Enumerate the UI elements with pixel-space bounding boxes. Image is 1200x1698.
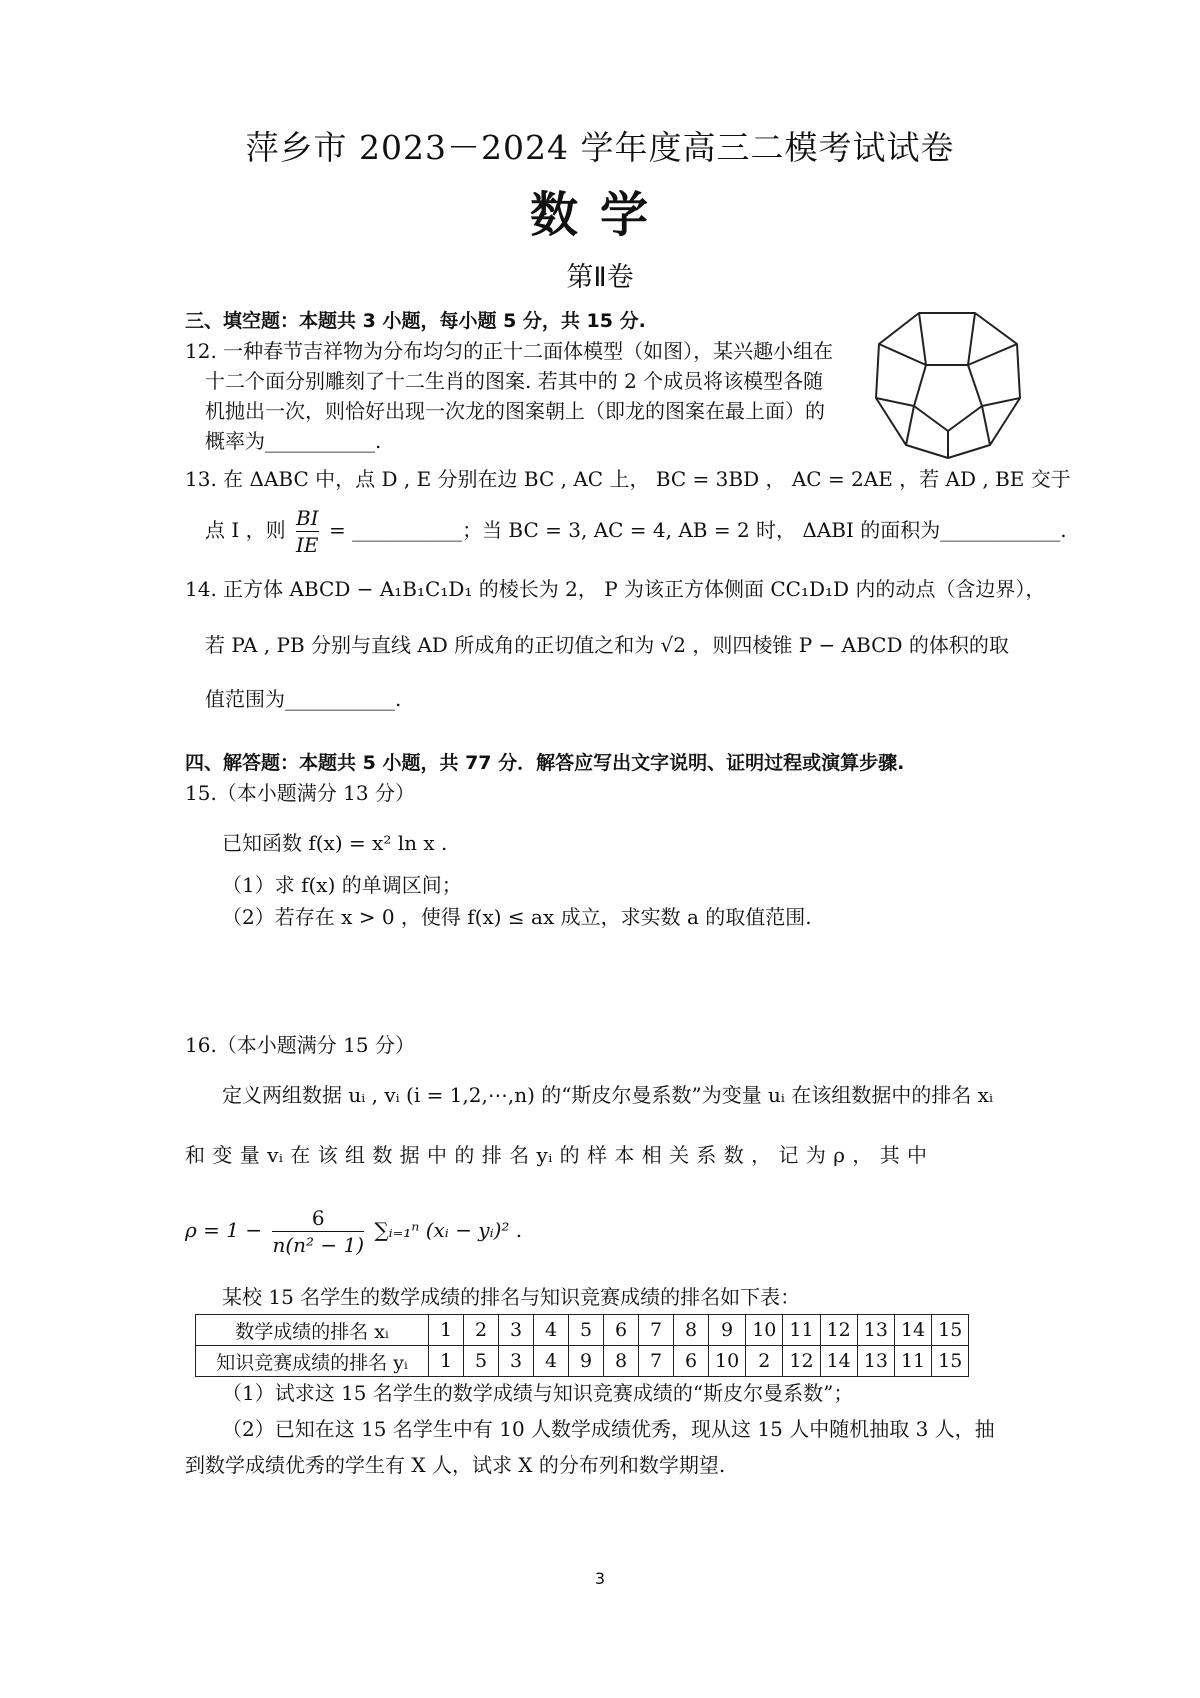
q14-line2: 若 PA , PB 分别与直线 AD 所成角的正切值之和为 √2 ，则四棱锥 P − ABCD 的体积的取	[205, 633, 1009, 657]
table-cell: 1	[429, 1315, 464, 1346]
table-cell: 11	[894, 1346, 931, 1377]
table-cell: 15	[932, 1315, 969, 1346]
q15-label: 15.（本小题满分 13 分）	[185, 781, 415, 805]
q16-table-intro: 某校 15 名学生的数学成绩的排名与知识竞赛成绩的排名如下表：	[222, 1285, 801, 1309]
q13-line1: 13. 在 ΔABC 中，点 D , E 分别在边 BC , AC 上， BC = 3BD ， AC = 2AE ，若 AD , BE 交于	[185, 467, 1071, 491]
q13-line2-post: = ___________；当 BC = 3, AC = 4, AB = 2 时， ΔABI 的面积为____________.	[328, 518, 1067, 542]
formula-rhs: ∑ᵢ₌₁ⁿ (xᵢ − yᵢ)² .	[374, 1218, 523, 1242]
dodecahedron-figure	[872, 308, 1024, 463]
q16-part2-line2: 到数学成绩优秀的学生有 X 人，试求 X 的分布列和数学期望.	[185, 1453, 726, 1477]
section3-heading: 三、填空题：本题共 3 小题，每小题 5 分，共 15 分.	[185, 310, 646, 332]
q14-line3: 值范围为___________.	[205, 687, 402, 711]
row-header-quiz: 知识竞赛成绩的排名 yᵢ	[196, 1346, 429, 1377]
table-cell: 10	[746, 1315, 783, 1346]
fraction-denominator: IE	[296, 533, 319, 557]
table-cell: 9	[709, 1315, 746, 1346]
table-cell: 5	[464, 1346, 499, 1377]
table-cell: 2	[464, 1315, 499, 1346]
table-cell: 15	[932, 1346, 969, 1377]
table-cell: 4	[534, 1315, 569, 1346]
table-cell: 13	[857, 1346, 894, 1377]
q13-fraction	[296, 505, 319, 558]
table-cell: 6	[604, 1315, 639, 1346]
volume-title: 第Ⅱ卷	[566, 262, 634, 293]
table-cell: 14	[894, 1315, 931, 1346]
table-cell: 3	[499, 1315, 534, 1346]
q15-part1: （1）求 f(x) 的单调区间；	[222, 873, 462, 897]
table-cell: 1	[429, 1346, 464, 1377]
fraction-numerator: BI	[295, 506, 319, 530]
q13-line2-pre: 点 I ，则	[205, 518, 286, 542]
table-cell: 12	[783, 1346, 820, 1377]
formula-fraction	[272, 1205, 364, 1258]
page-number: 3	[594, 1569, 606, 1588]
ranking-table	[195, 1314, 969, 1377]
table-cell: 2	[746, 1346, 783, 1377]
table-cell: 8	[604, 1346, 639, 1377]
subject-title: 数学	[529, 187, 670, 243]
q16-def-line2: 和 变 量 vᵢ 在 该 组 数 据 中 的 排 名 yᵢ 的 样 本 相 关 系 数 ， 记 为 ρ ， 其 中	[185, 1143, 928, 1167]
q13-line2	[185, 500, 1067, 560]
table-cell: 8	[674, 1315, 709, 1346]
formula-lhs: ρ = 1 −	[185, 1218, 263, 1242]
q15-given: 已知函数 f(x) = x² ln x .	[222, 831, 448, 855]
table-cell: 13	[857, 1315, 894, 1346]
q12-line: 12. 一种春节吉祥物为分布均匀的正十二面体模型（如图），某兴趣小组在	[185, 339, 834, 363]
q16-formula	[185, 1198, 522, 1262]
table-cell: 9	[569, 1346, 604, 1377]
q15-part2: （2）若存在 x > 0 ，使得 f(x) ≤ ax 成立，求实数 a 的取值范围.	[222, 905, 812, 929]
q12-line: 概率为___________.	[205, 429, 382, 453]
table-cell: 7	[639, 1346, 674, 1377]
table-row-quiz	[196, 1346, 969, 1377]
table-cell: 12	[820, 1315, 857, 1346]
table-cell: 11	[783, 1315, 820, 1346]
table-cell: 4	[534, 1346, 569, 1377]
table-row-math	[196, 1315, 969, 1346]
fraction-numerator: 6	[272, 1205, 364, 1232]
table-cell: 14	[820, 1346, 857, 1377]
row-header-math: 数学成绩的排名 xᵢ	[196, 1315, 429, 1346]
q16-label: 16.（本小题满分 15 分）	[185, 1033, 415, 1057]
table-cell: 7	[639, 1315, 674, 1346]
q16-def-line1: 定义两组数据 uᵢ , vᵢ (i = 1,2,⋯,n) 的“斯皮尔曼系数”为变量 uᵢ 在该组数据中的排名 xᵢ	[222, 1083, 993, 1107]
section4-heading: 四、解答题：本题共 5 小题，共 77 分．解答应写出文字说明、证明过程或演算步骤.	[185, 752, 905, 774]
table-cell: 5	[569, 1315, 604, 1346]
q12-line: 机抛出一次，则恰好出现一次龙的图案朝上（即龙的图案在最上面）的	[205, 399, 825, 423]
q14-line1: 14. 正方体 ABCD − A₁B₁C₁D₁ 的棱长为 2， P 为该正方体侧面 CC₁D₁D 内的动点（含边界），	[185, 577, 1046, 601]
table-cell: 6	[674, 1346, 709, 1377]
q16-part1: （1）试求这 15 名学生的数学成绩与知识竞赛成绩的“斯皮尔曼系数”；	[222, 1381, 854, 1405]
exam-title: 萍乡市 2023－2024 学年度高三二模考试试卷	[245, 128, 955, 167]
table-cell: 3	[499, 1346, 534, 1377]
fraction-denominator: n(n² − 1)	[272, 1233, 365, 1257]
q16-part2-line1: （2）已知在这 15 名学生中有 10 人数学成绩优秀，现从这 15 人中随机抽取 3 人，抽	[222, 1417, 995, 1441]
q12-line: 十二个面分别雕刻了十二生肖的图案. 若其中的 2 个成员将该模型各随	[205, 369, 824, 393]
table-cell: 10	[709, 1346, 746, 1377]
